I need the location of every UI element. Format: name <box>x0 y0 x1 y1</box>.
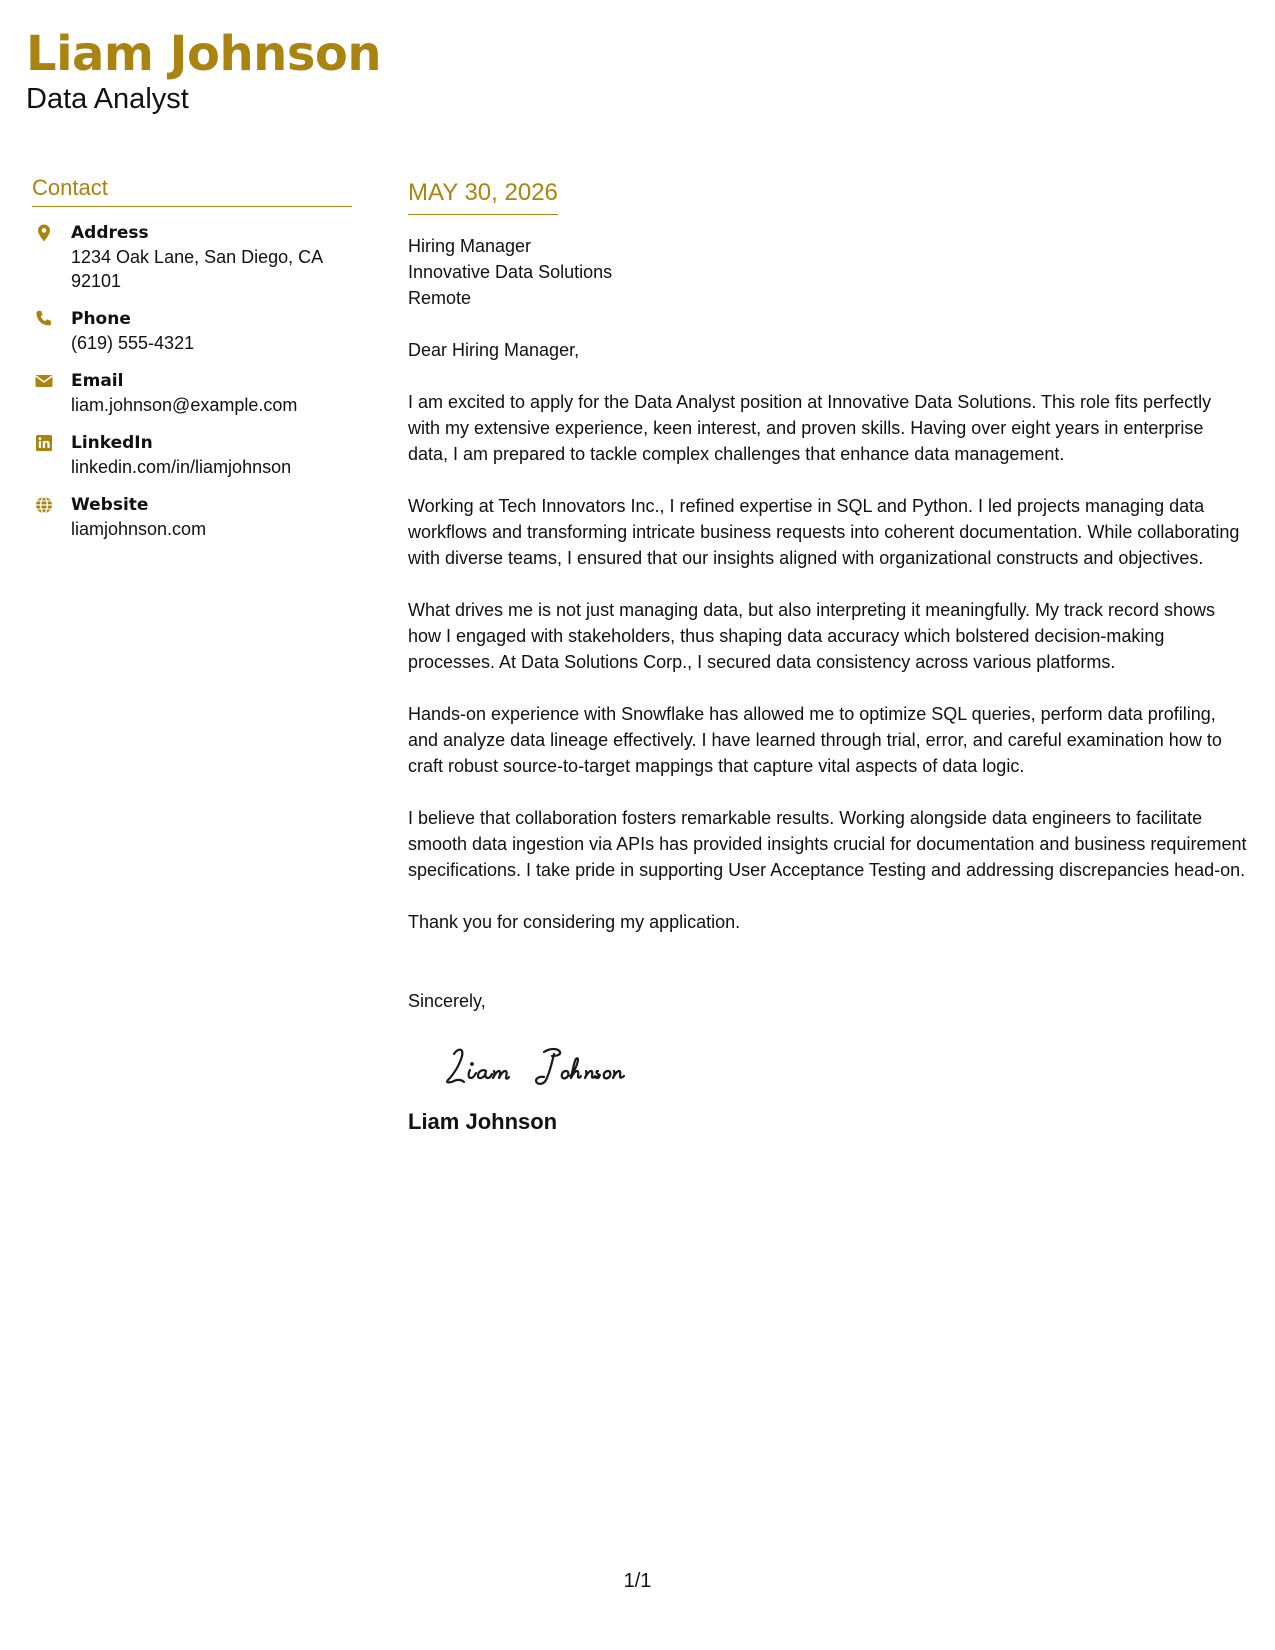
letter-paragraph: I am excited to apply for the Data Analyst position at Innovative Data Solutions. This role fits perfectly with my extensive experience, keen interest, and proven skills. Having over eight years in enterprise data, I am prepared to tackle complex challenges that enhance data management. <box>408 392 1212 464</box>
letter-paragraph: What drives me is not just managing data, but also interpreting it meaningfully. My track record shows how I engaged with stakeholders, thus shaping data accuracy which bolstered decision-making processes. At Data Solutions Corp., I secured data consistency across various platforms. <box>408 600 1216 672</box>
phone-icon <box>34 309 54 329</box>
letter-paragraph: Working at Tech Innovators Inc., I refined expertise in SQL and Python. I led projects managing data workflows and transforming intricate business requests into coherent documentation. While collaborating with diverse teams, I ensured that our insights aligned with organizational constructs and objectives. <box>408 496 1240 568</box>
page-number: 1/1 <box>623 1570 652 1592</box>
recipient-block <box>408 233 1248 311</box>
signer-name: Liam Johnson <box>408 1109 558 1134</box>
contact-value: (619) 555-4321 <box>71 333 195 353</box>
linkedin-icon <box>34 433 54 453</box>
contact-linkedin <box>32 431 352 479</box>
letter-date: MAY 30, 2026 <box>408 178 558 215</box>
contact-label: LinkedIn <box>71 433 153 453</box>
contact-sidebar <box>32 174 352 541</box>
recipient-line: Innovative Data Solutions <box>408 262 613 282</box>
contact-label: Phone <box>71 309 131 329</box>
letter-paragraph: I believe that collaboration fosters remarkable results. Working alongside data engineers to facilitate smooth data ingestion via APIs has provided insights crucial for documentation and business requirement specifications. I take pride in supporting User Acceptance Testing and addressing discrepancies head-on. <box>408 808 1247 880</box>
contact-label: Email <box>71 371 124 391</box>
envelope-icon <box>34 371 54 391</box>
contact-label: Website <box>71 495 149 515</box>
contact-heading: Contact <box>32 174 352 207</box>
contact-value: 92101 <box>71 271 122 291</box>
candidate-name: Liam Johnson <box>26 26 382 82</box>
contact-phone <box>32 307 352 355</box>
letter-paragraph: Hands-on experience with Snowflake has allowed me to optimize SQL queries, perform data profiling, and analyze data lineage effectively. I have learned through trial, error, and careful examination how to craft robust source-to-target mappings that capture vital aspects of data logic. <box>408 704 1222 776</box>
contact-label: Address <box>71 223 149 243</box>
handwritten-signature <box>432 1040 652 1092</box>
letter-paragraph: Thank you for considering my application. <box>408 912 741 932</box>
contact-value: linkedin.com/in/liamjohnson <box>71 457 292 477</box>
globe-icon <box>34 495 54 515</box>
contact-website <box>32 493 352 541</box>
recipient-line: Remote <box>408 288 472 308</box>
recipient-line: Hiring Manager <box>408 236 532 256</box>
closing: Sincerely, <box>408 991 486 1011</box>
job-title: Data Analyst <box>26 83 189 115</box>
map-pin-icon <box>34 223 54 243</box>
contact-value: liam.johnson@example.com <box>71 395 298 415</box>
header <box>26 24 381 116</box>
salutation: Dear Hiring Manager, <box>408 340 580 360</box>
contact-value: liamjohnson.com <box>71 519 207 539</box>
letter-body <box>408 178 1248 1136</box>
contact-address <box>32 221 352 293</box>
contact-value: 1234 Oak Lane, San Diego, CA <box>71 247 324 267</box>
contact-email <box>32 369 352 417</box>
